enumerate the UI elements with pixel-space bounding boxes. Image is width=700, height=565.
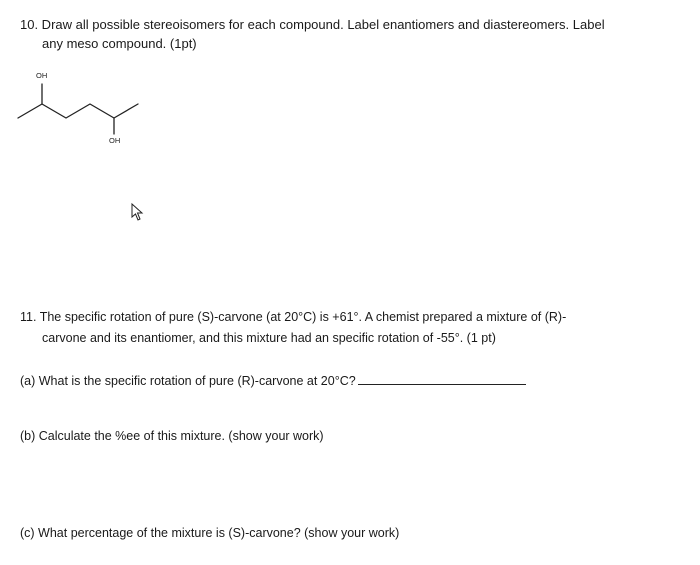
question-10-line-2: any meso compound. (1pt) (42, 36, 197, 51)
question-11-part-c: (c) What percentage of the mixture is (S)-carvone? (show your work) (20, 526, 400, 540)
part-a-text: (a) What is the specific rotation of pure (R)-carvone at 20°C? (20, 374, 356, 388)
answer-blank-line[interactable] (358, 372, 526, 385)
question-11-line-2: carvone and its enantiomer, and this mixture had an specific rotation of -55°. (1 pt) (42, 331, 496, 345)
skeletal-bonds (18, 84, 138, 134)
carbon-chain (18, 104, 138, 118)
question-11-line-1: 11. The specific rotation of pure (S)-carvone (at 20°C) is +61°. A chemist prepared a mixture of (R)- (20, 310, 567, 324)
cursor-pointer-icon (132, 204, 142, 220)
oh-bottom-label: OH (109, 136, 121, 145)
oh-top-label: OH (36, 71, 48, 80)
question-11-part-a (20, 372, 526, 389)
question-11-part-b: (b) Calculate the %ee of this mixture. (show your work) (20, 429, 324, 443)
question-10-line-1: 10. Draw all possible stereoisomers for each compound. Label enantiomers and diastereomers. Label (20, 17, 605, 32)
